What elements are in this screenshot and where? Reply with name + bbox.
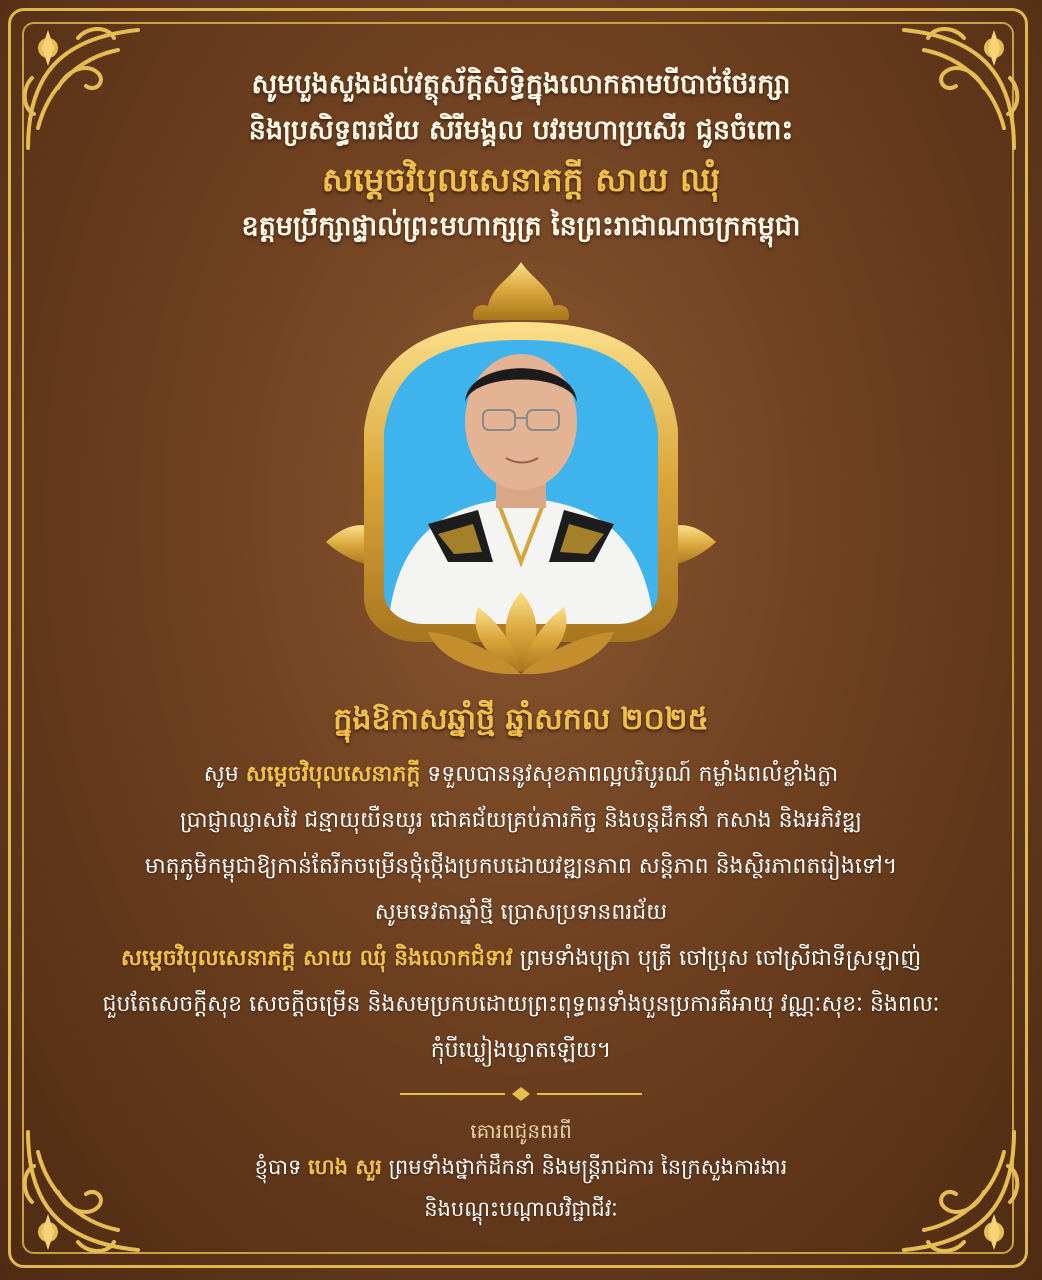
honoree-position: ឧត្តមប្រឹក្សាផ្ទាល់ព្រះមហាក្សត្រ នៃព្រះរាជាណាចក្រកម្ពុជា: [241, 211, 801, 242]
from-line-1: [40, 1154, 1002, 1185]
message-line-5: [40, 944, 1002, 976]
honoree-photo: [378, 332, 668, 632]
message-line-4: សូមទេវតាឆ្នាំថ្មី ប្រោសប្រទានពរជ័យ: [374, 900, 668, 925]
message-line-2: ប្រាជ្ញាឈ្លាសវៃ ជន្មាយុយឺនយូរ ជោគជ័យគ្រប់ភារកិច្ច និងបន្តដឹកនាំ កសាង និងអភិវឌ្ឍ: [180, 808, 862, 833]
message-line-1-name: សម្តេចវិបុលសេនាភក្តី: [245, 762, 421, 787]
from-line-1-rest: ព្រមទាំងថ្នាក់ដឹកនាំ និងមន្ត្រីរាជការ នៃក្រសួងការងារ: [388, 1155, 788, 1179]
message-line-1-rest: ទទួលបាននូវសុខភាពល្អបរិបូរណ៍ កម្លាំងពលំខ្លាំងក្លា: [427, 762, 839, 787]
divider-ornament-icon: [400, 1087, 642, 1101]
message-line-1-prefix: សូម: [203, 762, 239, 787]
message-line-7: កុំបីឃ្លៀងឃ្លាតឡើយ។: [430, 1038, 612, 1063]
message-line-3: មាតុភូមិកម្ពុជាឱ្យកាន់តែរីកចម្រើនថ្កុំថ្កើងប្រកបដោយវឌ្ឍនភាព សន្តិភាព និងស្ថិរភាពតរៀងទៅ។: [144, 854, 898, 879]
header-line-1: សូមបួងសួងដល់វត្ថុស័ក្តិសិទ្ធិក្នុងលោកតាមបីបាច់ថែរក្សា: [251, 69, 791, 100]
from-label: គោរពជូនពរពី: [470, 1119, 572, 1143]
occasion-title: ក្នុងឱកាសឆ្នាំថ្មី ឆ្នាំសកល ២០២៥: [333, 702, 709, 737]
message-line-5-rest: ព្រមទាំងបុត្រា បុត្រី ចៅប្រុស ចៅស្រីជាទីស្រឡាញ់: [519, 946, 922, 971]
header-line-2: និងប្រសិទ្ធពរជ័យ សិរីមង្គល បវរមហាប្រសើរ ជូនចំពោះ: [248, 115, 794, 146]
crown-finial-icon: [473, 262, 569, 320]
from-line-1-prefix: ខ្ញុំបាទ: [254, 1155, 302, 1179]
portrait-frame: [318, 262, 724, 682]
message-line-6: ជួបតែសេចក្តីសុខ សេចក្តីចម្រើន និងសមប្រកបដោយព្រះពុទ្ធពរទាំងបួនប្រការគឺអាយុ វណ្ណៈសុខៈ និងពលៈ: [102, 992, 940, 1017]
sender-name: ហេង សួរ: [307, 1155, 382, 1179]
message-line-1: [40, 760, 1002, 792]
message-line-5-name: សម្តេចវិបុលសេនាភក្តី សាយ ឈុំ និងលោកជំទាវ: [120, 946, 513, 971]
from-line-2: និងបណ្តុះបណ្តាលវិជ្ជាជីវៈ: [424, 1197, 618, 1221]
honoree-name: សម្តេចវិបុលសេនាភក្តី សាយ ឈុំ: [321, 160, 721, 199]
